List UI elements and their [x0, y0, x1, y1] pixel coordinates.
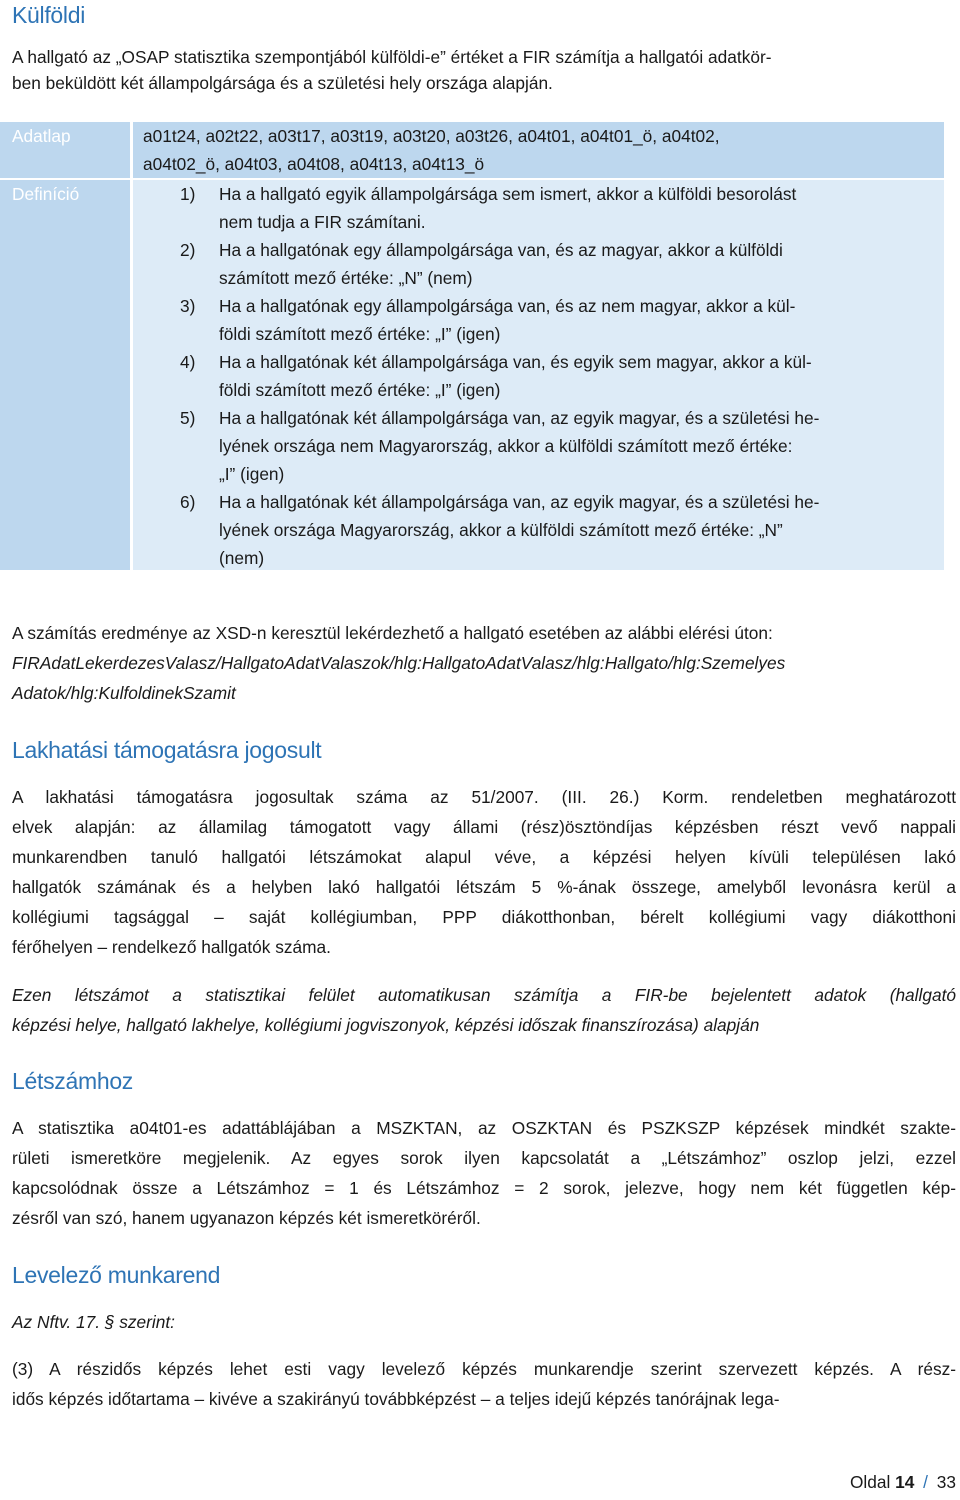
section-title-letszamhoz: Létszámhoz — [12, 1068, 134, 1094]
item-number: 2) — [180, 240, 196, 260]
levelezo-subtitle: Az Nftv. 17. § szerint: — [12, 1312, 175, 1332]
section-title-lakhatasi: Lakhatási támogatásra jogosult — [12, 737, 322, 763]
adatlap-cell — [133, 122, 944, 178]
intro-line: A hallgató az „OSAP statisztika szempontjából külföldi-e” értéket a FIR számítja a hallgatói adatkör- — [12, 47, 772, 67]
letszamhoz-paragraph: A statisztika a04t01-es adattáblájában a MSZKTAN, az OSZKTAN és PSZKSZP képzések mindkét szakte- rületi ismeretköre megjelenik. Az egyes sorok ilyen kapcsolatát a „Létszámhoz” oszlop jelzi, ezzel kapcsolódnak össze a Létszámhoz = 1 és Létszámhoz = 2 sorok, jelezve, hogy nem két független kép- zésről van szó, hanem ugyanazon képzés két ismeretköréről. — [12, 1118, 956, 1228]
section-title-kulfoldi: Külföldi — [12, 2, 86, 28]
intro-line: ben beküldött két állampolgársága és a születési hely országa alapján. — [12, 73, 553, 93]
item-number: 1) — [180, 184, 196, 204]
lakhatasi-paragraph: A lakhatási támogatásra jogosultak száma az 51/2007. (III. 26.) Korm. rendeletben meghatározott elvek alapján: az államilag támogatott vagy állami (rész)ösztöndíjas képzésben részt vevő nappali munkarendben tanuló hallgatói létszámokat alapul véve, a képzési helyen kívüli településen lakó hallgatók számának és a helyben lakó hallgatói létszám 5 %-ának összege, amelyből levonásra kerül a kollégiumi tagsággal – saját kollégiumban, PPP diákotthonban, bérelt kollégiumi vagy diákotthoni férőhelyen – rendelkező hallgatók száma. — [12, 787, 956, 957]
item-number: 3) — [180, 296, 196, 316]
item-number: 4) — [180, 352, 196, 372]
definition-item: 2) Ha a hallgatónak egy állampolgársága van, és az magyar, akkor a külföldi számított mező értéke: „N” (nem) — [143, 236, 934, 292]
item-number: 6) — [180, 492, 196, 512]
current-page: 14 — [895, 1472, 915, 1492]
xsd-path: Adatok/hlg:KulfoldinekSzamit — [12, 683, 236, 703]
kulfoldi-intro — [12, 42, 956, 98]
definition-list — [143, 180, 934, 572]
kulfoldi-table — [0, 122, 944, 570]
definition-item: 5) Ha a hallgatónak két állampolgársága van, az egyik magyar, és a születési he- lyének országa nem Magyarország, akkor a külföldi számított mező értéke: „I” (igen) — [143, 404, 934, 488]
xsd-paragraph: A számítás eredménye az XSD-n keresztül lekérdezhető a hallgató esetében az alábbi elérési úton: FIRAdatLekerdezesValasz/HallgatoAdatValaszok/hlg:HallgatoAdatValasz/hlg:Hallgato/hlg:Szemelyes Adatok/hlg:KulfoldinekSzamit — [12, 618, 956, 708]
lakhatasi-italic-paragraph: Ezen létszámot a statisztikai felület automatikusan számítja a FIR-be bejelentett adatok (hallgató képzési helye, hallgató lakhelye, kollégiumi jogviszonyok, képzési időszak finanszírozása) alapján — [12, 985, 956, 1035]
item-number: 5) — [180, 408, 196, 428]
adatlap-text: a01t24, a02t22, a03t17, a03t19, a03t20, a03t26, a04t01, a04t01_ö, a04t02, a04t02_ö, a04t03, a04t08, a04t13, a04t13_ö — [143, 126, 720, 174]
adatlap-label: Adatlap — [12, 126, 71, 146]
table-label-cell — [0, 180, 130, 570]
total-pages: 33 — [936, 1472, 956, 1492]
levelezo-paragraph: (3) A részidős képzés lehet esti vagy levelező képzés munkarendje szerint szervezett képzés. A rész- idős képzés időtartama – kivéve a szakirányú továbbképzést – a teljes idejű képzés tanórájnak lega- — [12, 1359, 956, 1409]
xsd-path: FIRAdatLekerdezesValasz/HallgatoAdatValaszok/hlg:HallgatoAdatValasz/hlg:Hallgato/hlg:Szemelyes — [12, 653, 786, 673]
section-title-levelezo: Levelező munkarend — [12, 1262, 221, 1288]
definicio-label: Definíció — [12, 184, 80, 204]
table-label-cell — [0, 122, 130, 178]
definition-item: 6) Ha a hallgatónak két állampolgársága van, az egyik magyar, és a születési he- lyének országa Magyarország, akkor a külföldi számított mező értéke: „N” (nem) — [143, 488, 934, 572]
definition-item: 1) Ha a hallgató egyik állampolgársága sem ismert, akkor a külföldi besorolást nem tudja a FIR számítani. — [143, 180, 934, 236]
definicio-cell — [133, 180, 944, 570]
page-number: Oldal 14 / 33 — [849, 1472, 956, 1492]
definition-item: 4) Ha a hallgatónak két állampolgársága van, és egyik sem magyar, akkor a kül- földi számított mező értéke: „I” (igen) — [143, 348, 934, 404]
definition-item: 3) Ha a hallgatónak egy állampolgársága van, és az nem magyar, akkor a kül- földi számított mező értéke: „I” (igen) — [143, 292, 934, 348]
